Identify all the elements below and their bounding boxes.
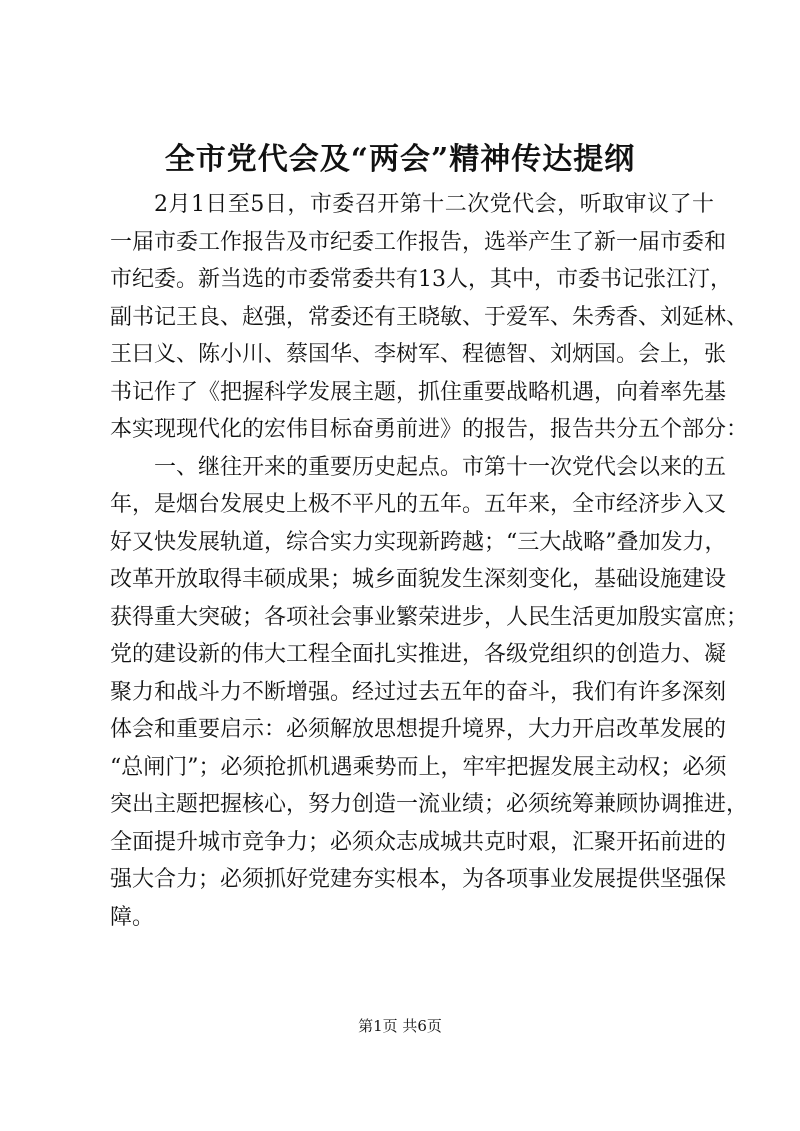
text-line: 一届市委工作报告及市纪委工作报告，选举产生了新一届市委和	[110, 229, 727, 255]
text-line: 好又快发展轨道，综合实力实现新跨越；“三大战略”叠加发力，	[110, 529, 727, 555]
text-line: 党的建设新的伟大工程全面扎实推进，各级党组织的创造力、凝	[110, 642, 727, 667]
page-footer: 第1页 共6页	[358, 1017, 442, 1035]
paragraph-1	[110, 186, 749, 449]
text-line: 聚力和战斗力不断增强。经过过去五年的奋斗，我们有许多深刻	[110, 679, 727, 705]
text-line: 全面提升城市竞争力；必须众志成城共克时艰，汇聚开拓前进的	[110, 829, 727, 855]
text-line: 获得重大突破；各项社会事业繁荣进步，人民生活更加殷实富庶；	[110, 604, 749, 630]
text-line: 年，是烟台发展史上极不平凡的五年。五年来，全市经济步入又	[110, 492, 727, 517]
text-line: 书记作了《把握科学发展主题，抓住重要战略机遇，向着率先基	[110, 379, 727, 405]
document-title: 全市党代会及“两会”精神传达提纲	[164, 142, 636, 177]
text-line: 市纪委。新当选的市委常委共有13人，其中，市委书记张江汀，	[110, 267, 732, 292]
document-body	[110, 186, 749, 936]
text-line: 王曰义、陈小川、蔡国华、李树军、程德智、刘炳国。会上，张	[110, 342, 727, 367]
text-line: 2月1日至5日，市委召开第十二次党代会，听取审议了十	[154, 192, 714, 217]
text-line: 本实现现代化的宏伟目标奋勇前进》的报告，报告共分五个部分：	[110, 417, 749, 442]
text-line: 一、继往开来的重要历史起点。市第十一次党代会以来的五	[154, 454, 727, 480]
paragraph-2	[110, 449, 749, 937]
text-line: “总闸门”；必须抢抓机遇乘势而上，牢牢把握发展主动权；必须	[110, 754, 727, 780]
text-line: 强大合力；必须抓好党建夯实根本，为各项事业发展提供坚强保	[110, 867, 727, 892]
text-line: 体会和重要启示：必须解放思想提升境界，大力开启改革发展的	[110, 717, 727, 742]
text-line: 改革开放取得丰硕成果；城乡面貌发生深刻变化，基础设施建设	[110, 567, 727, 592]
text-line: 突出主题把握核心，努力创造一流业绩；必须统筹兼顾协调推进，	[110, 792, 749, 817]
text-line: 副书记王良、赵强，常委还有王晓敏、于爱军、朱秀香、刘延林、	[110, 304, 749, 330]
text-line: 障。	[110, 904, 155, 930]
